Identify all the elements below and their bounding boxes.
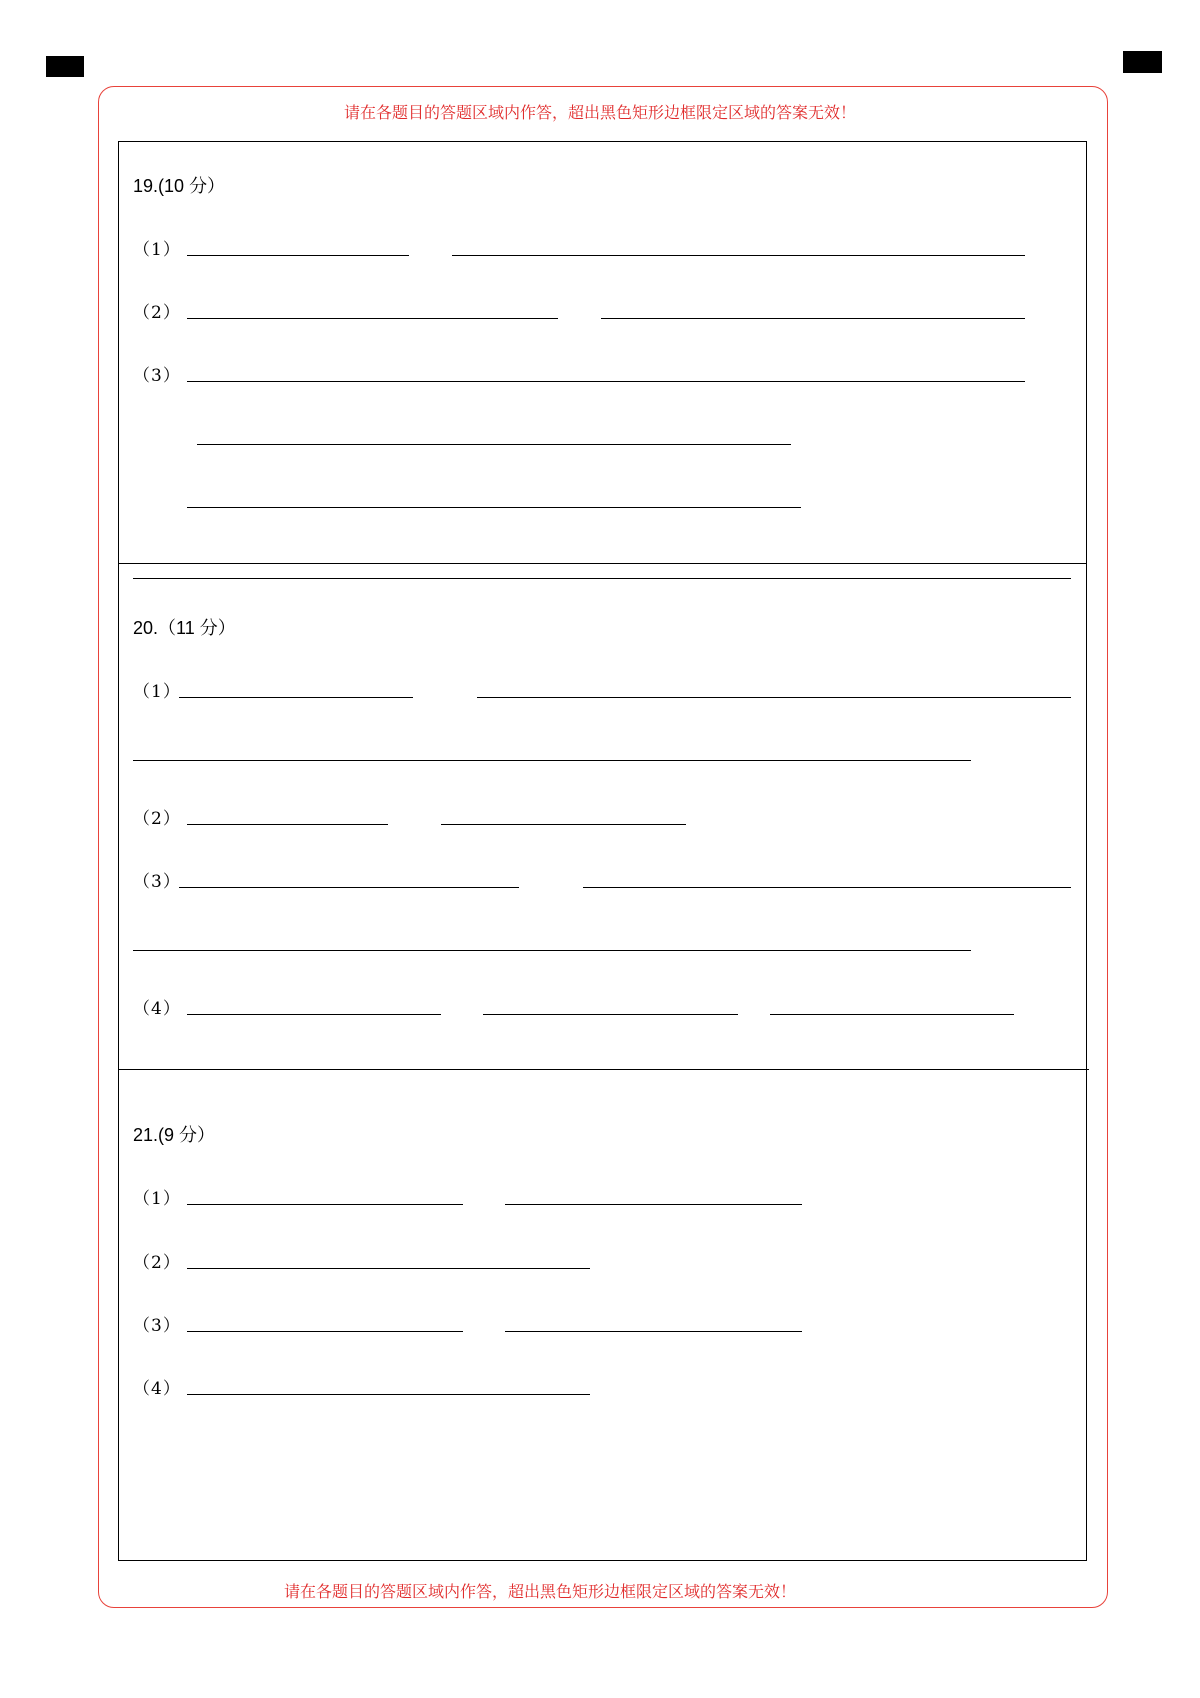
q20-part-4-answer-b[interactable] xyxy=(483,1014,738,1015)
section-divider xyxy=(118,1069,1089,1070)
question-19-title: 19.(10 分） xyxy=(133,176,226,197)
q19-part-2-answer-b[interactable] xyxy=(601,318,1025,319)
question-21-title: 21.(9 分） xyxy=(133,1125,216,1146)
q19-part-1-label: （1） xyxy=(133,240,181,260)
answer-box xyxy=(118,141,1087,1561)
registration-marker-left xyxy=(46,56,84,77)
q20-part-2-label: （2） xyxy=(133,809,181,829)
q20-part-2-answer-b[interactable] xyxy=(441,824,686,825)
q19-part-3-answer-line-3[interactable] xyxy=(187,507,801,508)
q20-part-4-label: （4） xyxy=(133,999,181,1019)
q21-part-1-label: （1） xyxy=(133,1189,181,1209)
q21-part-4-answer[interactable] xyxy=(187,1394,590,1395)
q19-part-2-label: （2） xyxy=(133,303,181,323)
q21-part-1-answer-b[interactable] xyxy=(505,1204,802,1205)
q21-part-4-label: （4） xyxy=(133,1379,181,1399)
q20-part-3-answer-line-2[interactable] xyxy=(133,950,971,951)
question-20-title: 20.（11 分） xyxy=(133,618,236,639)
q19-part-2-answer-a[interactable] xyxy=(187,318,558,319)
q21-part-2-label: （2） xyxy=(133,1253,181,1273)
q20-part-2-answer-a[interactable] xyxy=(187,824,388,825)
q20-part-1-answer-a[interactable] xyxy=(179,697,413,698)
q19-part-1-answer-a[interactable] xyxy=(187,255,409,256)
q20-part-4-answer-c[interactable] xyxy=(770,1014,1014,1015)
q21-part-1-answer-a[interactable] xyxy=(187,1204,463,1205)
q20-part-4-answer-a[interactable] xyxy=(187,1014,441,1015)
q21-part-3-answer-a[interactable] xyxy=(187,1331,463,1332)
q19-part-3-label: （3） xyxy=(133,366,181,386)
q19-part-3-answer-line-2[interactable] xyxy=(197,444,791,445)
q20-part-1-label: （1） xyxy=(133,682,181,702)
section-divider xyxy=(133,578,1071,579)
q21-part-3-label: （3） xyxy=(133,1316,181,1336)
q19-part-3-answer-line-1[interactable] xyxy=(187,381,1025,382)
registration-marker-right xyxy=(1123,51,1162,73)
q20-part-1-answer-line-2[interactable] xyxy=(133,760,971,761)
q19-part-1-answer-b[interactable] xyxy=(452,255,1025,256)
q21-part-3-answer-b[interactable] xyxy=(505,1331,802,1332)
top-warning: 请在各题目的答题区域内作答，超出黑色矩形边框限定区域的答案无效！ xyxy=(343,103,856,122)
q21-part-2-answer[interactable] xyxy=(187,1268,590,1269)
section-divider xyxy=(118,563,1087,564)
bottom-warning: 请在各题目的答题区域内作答，超出黑色矩形边框限定区域的答案无效！ xyxy=(283,1582,796,1601)
q20-part-3-answer-b[interactable] xyxy=(583,887,1071,888)
q20-part-1-answer-b[interactable] xyxy=(477,697,1071,698)
q20-part-3-label: （3） xyxy=(133,872,181,892)
q20-part-3-answer-a[interactable] xyxy=(179,887,519,888)
